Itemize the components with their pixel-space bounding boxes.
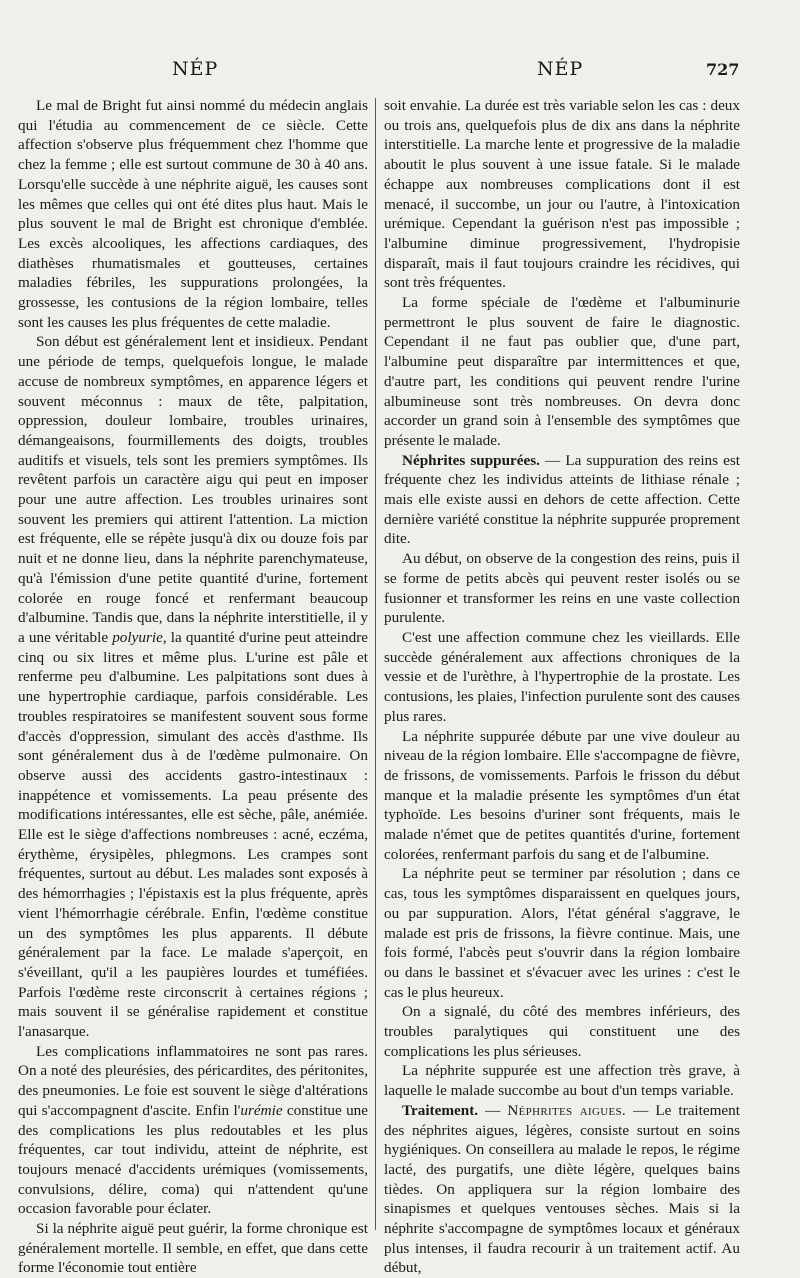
header-middle-word: NÉP [537, 58, 584, 80]
paragraph-complications [18, 1042, 368, 1219]
column-divider [375, 98, 376, 1230]
paragraph-membres: On a signalé, du côté des membres inférieurs, des troubles paralytiques qui constituent une des complications les plus sérieuses. [384, 1003, 740, 1060]
left-column [18, 96, 368, 1277]
header-left-word: NÉP [172, 58, 219, 80]
paragraph-resolution: La néphrite peut se terminer par résolution ; dans ce cas, tous les symptômes disparaissent en quelques jours, ou par suppuration. Alors, l'état général s'aggrave, le malade est pris de frissons, la fièvre continue. Mais, une fois formé, l'abcès peut s'ouvrir dans la région lombaire ou dans le bassinet et s'évacuer avec les urines : c'est le cas le plus heureux. [384, 865, 740, 1001]
text-span: Son début est généralement lent et insidieux. Pendant une période de temps, quelquefois longue, le malade accuse de nombreux symptômes, en apparence légers et souvent méconnus : maux de tête, palpitation, oppression, douleur lombaire, troubles urinaires, démangeaisons, fourmillements des doigts, troubles auditifs et visuels, tels sont les premiers symptômes. Ils revêtent parfois un caractère aigu qui peut en imposer pour une autre affection. Les troubles urinaires sont souvent les premiers qui attirent l'attention. La miction est fréquente, elle se répète jusqu'à dix ou douze fois par nuit et ne donne lieu, dans la néphrite parenchymateuse, qu'à l'émission d'une petite quantité d'urine, fortement colorée en rouge foncé et renfermant beaucoup d'albumine. Tandis que, dans la néphrite interstitielle, il y a une véritable [18, 333, 368, 646]
text-span: constitue une des complications les plus redoutables et les plus fréquentes, car tout individu, atteint de néphrite, est toujours menacé d'accidents urémiques (vomissements, convulsions, délire, coma) qui n'attendent qu'une occasion favorable pour éclater. [18, 1101, 368, 1218]
text-span: — La suppuration des reins est fréquente chez les individus atteints de lithiase rénale ; mais elle existe aussi en dehors de cette affection. Cette dernière variété constitue la néphrite suppurée proprement dite. [384, 451, 740, 548]
subheading-nephrites-aigues: Néphrites aigues. [507, 1101, 626, 1119]
text-span: — Le traitement des néphrites aigues, légères, consiste surtout en soins hygiéniques. On conseillera au malade le repos, le régime lacté, des purgatifs, une diète légère, quelques bains tièdes. On appliquera sur la région lombaire des sinapismes et quelques ventouses sèches. Mais si la néphrite s'accompagne de symptômes locaux et généraux plus intenses, il faudra recourir à un traitement actif. Au début, [384, 1101, 740, 1277]
paragraph-duration: soit envahie. La durée est très variable selon les cas : deux ou trois ans, quelquefois plus de dix ans dans la néphrite interstitielle. La marche lente et progressive de la maladie aboutit le plus souvent à une issue fatale. Si le malade échappe aux nombreuses complications dont il est menacé, il succombe, un jour ou l'autre, à l'intoxication urémique. Cependant la guérison n'est pas impossible ; l'albumine diminue progressivement, l'hydropisie disparaît, mais il faut toujours craindre les récidives, qui sont très fréquentes. [384, 97, 740, 292]
paragraph-debut [18, 332, 368, 1041]
text-span: , la quantité d'urine peut atteindre cinq ou six litres et même plus. L'urine est pâle et renferme peu d'albumine. Les palpitations sont dues à une hypertrophie cardiaque, parfois considérable. Les troubles respiratoires se manifestent souvent sous forme d'accès d'oppression, simulant des accès d'asthme. Ils sont généralement dus à de l'œdème pulmonaire. On observe aussi des accidents gastro-intestinaux : inappétence et vomissements. La peau présente des modifications intéressantes, elle est sèche, pâle, anémiée. Elle est le siège d'affections nombreuses : acné, eczéma, érythème, érysipèles, phlegmons. Les crampes sont fréquentes, surtout au début. Les malades sont exposés à des hémorrhagies ; l'épistaxis est la plus fréquente, après vient l'hémorrhagie cérébrale. Enfin, l'œdème constitue un des symptômes les plus apparents. Il débute généralement par la face. Le malade s'aperçoit, en s'éveillant, qu'il a les paupières lourdes et tuméfiées. Parfois l'œdème reste circonscrit à certaines régions ; mais souvent il se généralise rapidement et constitue l'anasarque. [18, 628, 368, 1041]
section-heading-suppurees: Néphrites suppurées. [402, 451, 540, 469]
text-span: Les complications inflammatoires ne sont pas rares. On a noté des pleurésies, des péricardites, des péritonites, des pneumonies. Le foie est souvent le siège d'altérations qui s'accompagnent d'ascite. Enfin l' [18, 1042, 368, 1119]
paragraph-abces: Au début, on observe de la congestion des reins, puis il se forme de petits abcès qui peuvent rester isolés ou se fusionner et transformer les reins en une vaste collection purulente. [384, 550, 740, 627]
paragraph-prognosis: Si la néphrite aiguë peut guérir, la forme chronique est généralement mortelle. Il semble, en effet, que dans cette forme l'économie tout entière [18, 1220, 368, 1277]
paragraph-suppurees [384, 451, 740, 550]
running-header [0, 58, 800, 86]
text-span: — [478, 1101, 508, 1119]
italic-term-polyurie: polyurie [112, 628, 163, 646]
section-heading-traitement: Traitement. [402, 1101, 479, 1119]
paragraph-traitement [384, 1101, 740, 1278]
paragraph-diagnosis: La forme spéciale de l'œdème et l'albuminurie permettront le plus souvent de faire le diagnostic. Cependant il ne faut pas oublier que, d'une part, l'albumine peut disparaître par intermittences et que, d'autre part, les conditions qui peuvent rendre l'urine albumineuse sont très nombreuses. On devra donc accorder un grand soin à l'ensemble des symptômes que présente le malade. [384, 294, 740, 449]
page-number: 727 [706, 60, 740, 79]
paragraph-bright-origin: Le mal de Bright fut ainsi nommé du médecin anglais qui l'étudia au commencement de ce siècle. Cette affection s'observe plus fréquemment chez l'homme que chez la femme ; elle est surtout commune de 30 à 40 ans. Lorsqu'elle succède à une néphrite aiguë, les causes sont les mêmes que celles qui ont été dites plus haut. Mais le plus souvent le mal de Bright est chronique d'emblée. Les excès alcooliques, les affections cardiaques, des diathèses rhumatismales et goutteuses, certaines maladies fébriles, les suppurations prolongées, la grossesse, les contusions de la région lombaire, telles sont les causes les plus fréquentes de cette maladie. [18, 97, 368, 331]
paragraph-vieillards: C'est une affection commune chez les vieillards. Elle succède généralement aux affections chroniques de la vessie et de l'urèthre, à l'hypertrophie de la prostate. Les contusions, les plaies, l'infection purulente sont des causes plus rares. [384, 628, 740, 725]
paragraph-douleur: La néphrite suppurée débute par une vive douleur au niveau de la région lombaire. Elle s'accompagne de fièvre, de frissons, de vomissements. Parfois le frisson du début manque et la maladie présente les symptômes d'un état typhoïde. Les besoins d'uriner sont fréquents, mais le malade n'émet que de petites quantités d'urine, fortement colorées, renfermant parfois du sang et de l'albumine. [384, 727, 740, 863]
italic-term-uremie: urémie [240, 1101, 283, 1119]
right-column [384, 96, 740, 1277]
paragraph-gravite: La néphrite suppurée est une affection très grave, à laquelle le malade succombe au bout d'un temps variable. [384, 1062, 740, 1100]
